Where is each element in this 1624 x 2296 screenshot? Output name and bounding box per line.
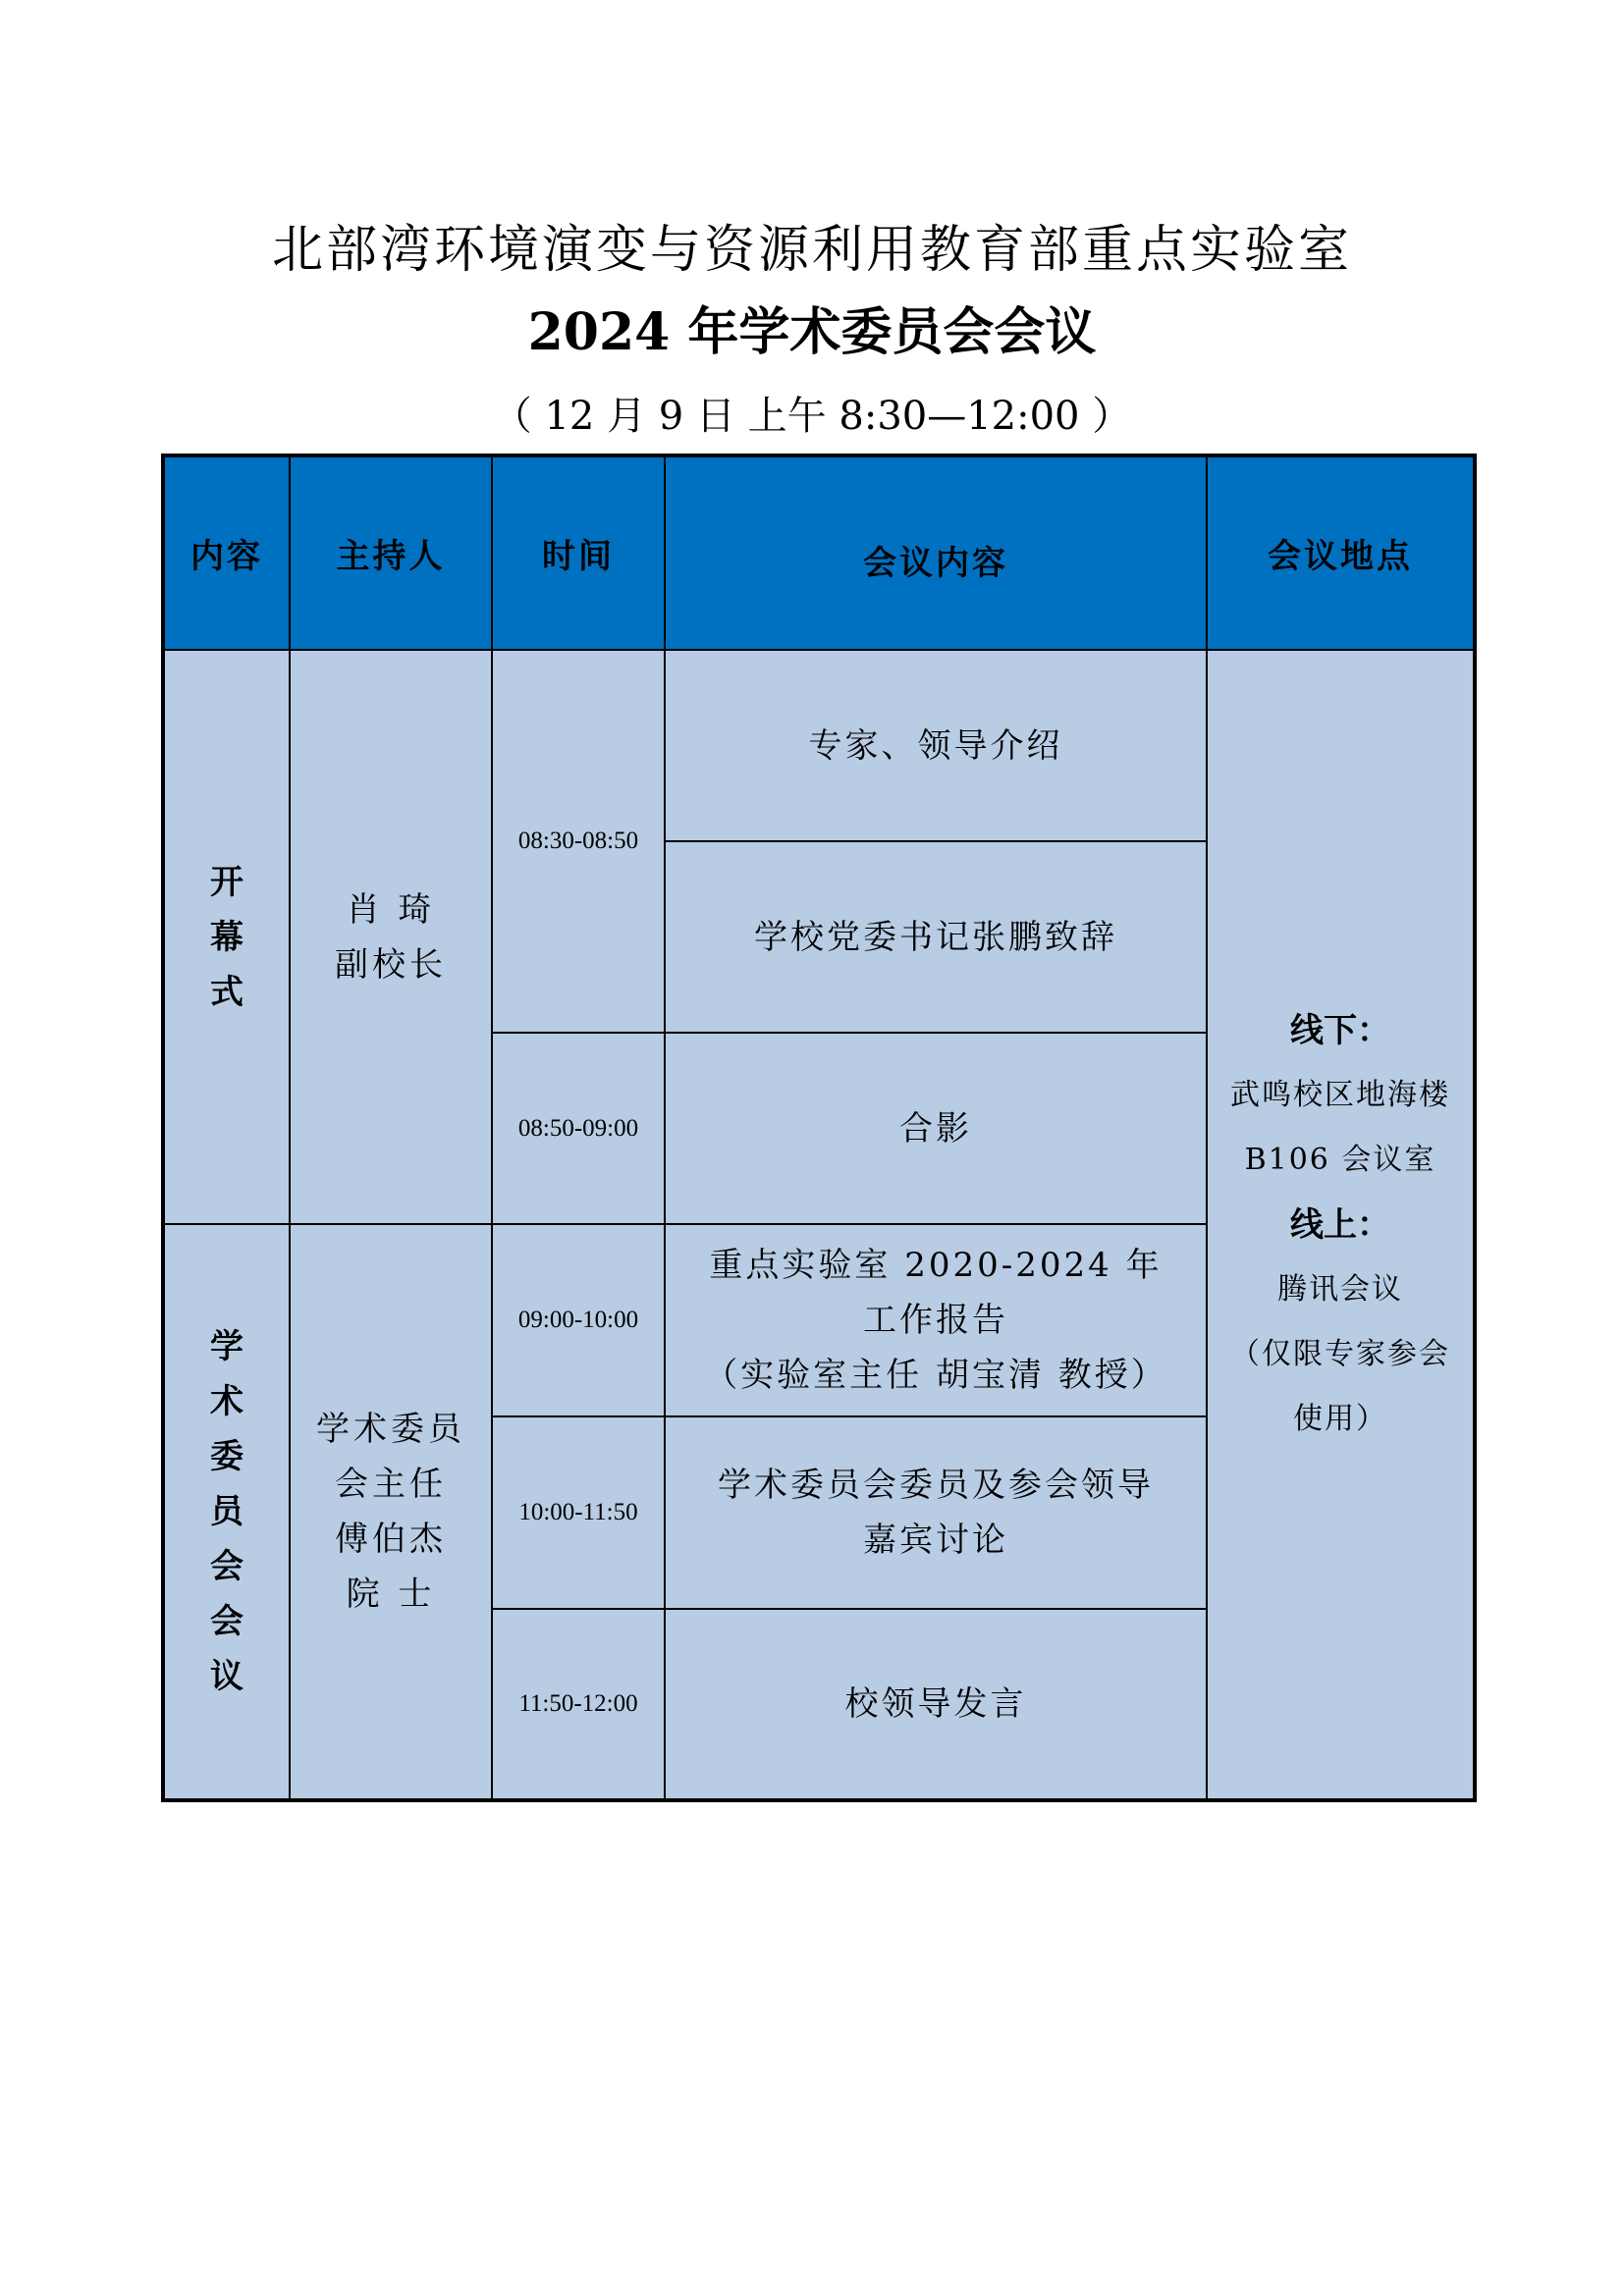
offline-place: 武鸣校区地海楼 B106 会议室 [1230, 1077, 1450, 1177]
meeting-time-2: 10:00-11:50 [492, 1416, 665, 1609]
opening-item-3: 合影 [665, 1033, 1207, 1224]
opening-item-2: 学校党委书记张鹏致辞 [665, 841, 1207, 1033]
meeting-item-1: 重点实验室 2020-2024 年 工作报告 （实验室主任 胡宝清 教授） [665, 1224, 1207, 1416]
opening-time-2: 08:50-09:00 [492, 1033, 665, 1224]
meeting-host-cell [290, 1224, 492, 1800]
table-header-row [163, 455, 1475, 650]
header-section: 内容 [163, 455, 290, 650]
meeting-time-3: 11:50-12:00 [492, 1609, 665, 1800]
meeting-item-2: 学术委员会委员及参会领导 嘉宾讨论 [665, 1416, 1207, 1609]
schedule-table [161, 454, 1477, 1802]
opening-section-label: 开 幕 式 [210, 862, 244, 1012]
location-cell [1207, 650, 1475, 1800]
opening-item-1: 专家、领导介绍 [665, 650, 1207, 841]
online-place: 腾讯会议 （仅限专家参会 使用） [1230, 1271, 1450, 1436]
title-line-1: 北部湾环境演变与资源利用教育部重点实验室 [271, 221, 1352, 280]
header-host: 主持人 [290, 455, 492, 650]
meeting-section-label: 学 术 委 员 会 会 议 [210, 1327, 244, 1696]
header-location: 会议地点 [1207, 455, 1475, 650]
opening-host-cell [290, 650, 492, 1224]
opening-host: 肖 琦 副校长 [335, 889, 447, 985]
meeting-item-3: 校领导发言 [665, 1609, 1207, 1800]
header-content: 会议内容 [665, 455, 1207, 650]
meeting-time-1: 09:00-10:00 [492, 1224, 665, 1416]
online-label: 线上： [1290, 1204, 1390, 1245]
title-line-2: 2024 年学术委员会会议 [527, 302, 1097, 362]
table-row [163, 650, 1475, 841]
opening-time-1: 08:30-08:50 [492, 650, 665, 1033]
meeting-section-cell [163, 1224, 290, 1800]
offline-label: 线下： [1290, 1010, 1390, 1050]
title-date-time: （ 12 月 9 日 上午 8:30—12:00 ） [492, 394, 1132, 439]
meeting-host: 学术委员 会主任 傅伯杰 院 士 [316, 1410, 465, 1614]
opening-section-cell [163, 650, 290, 1224]
header-time: 时间 [492, 455, 665, 650]
